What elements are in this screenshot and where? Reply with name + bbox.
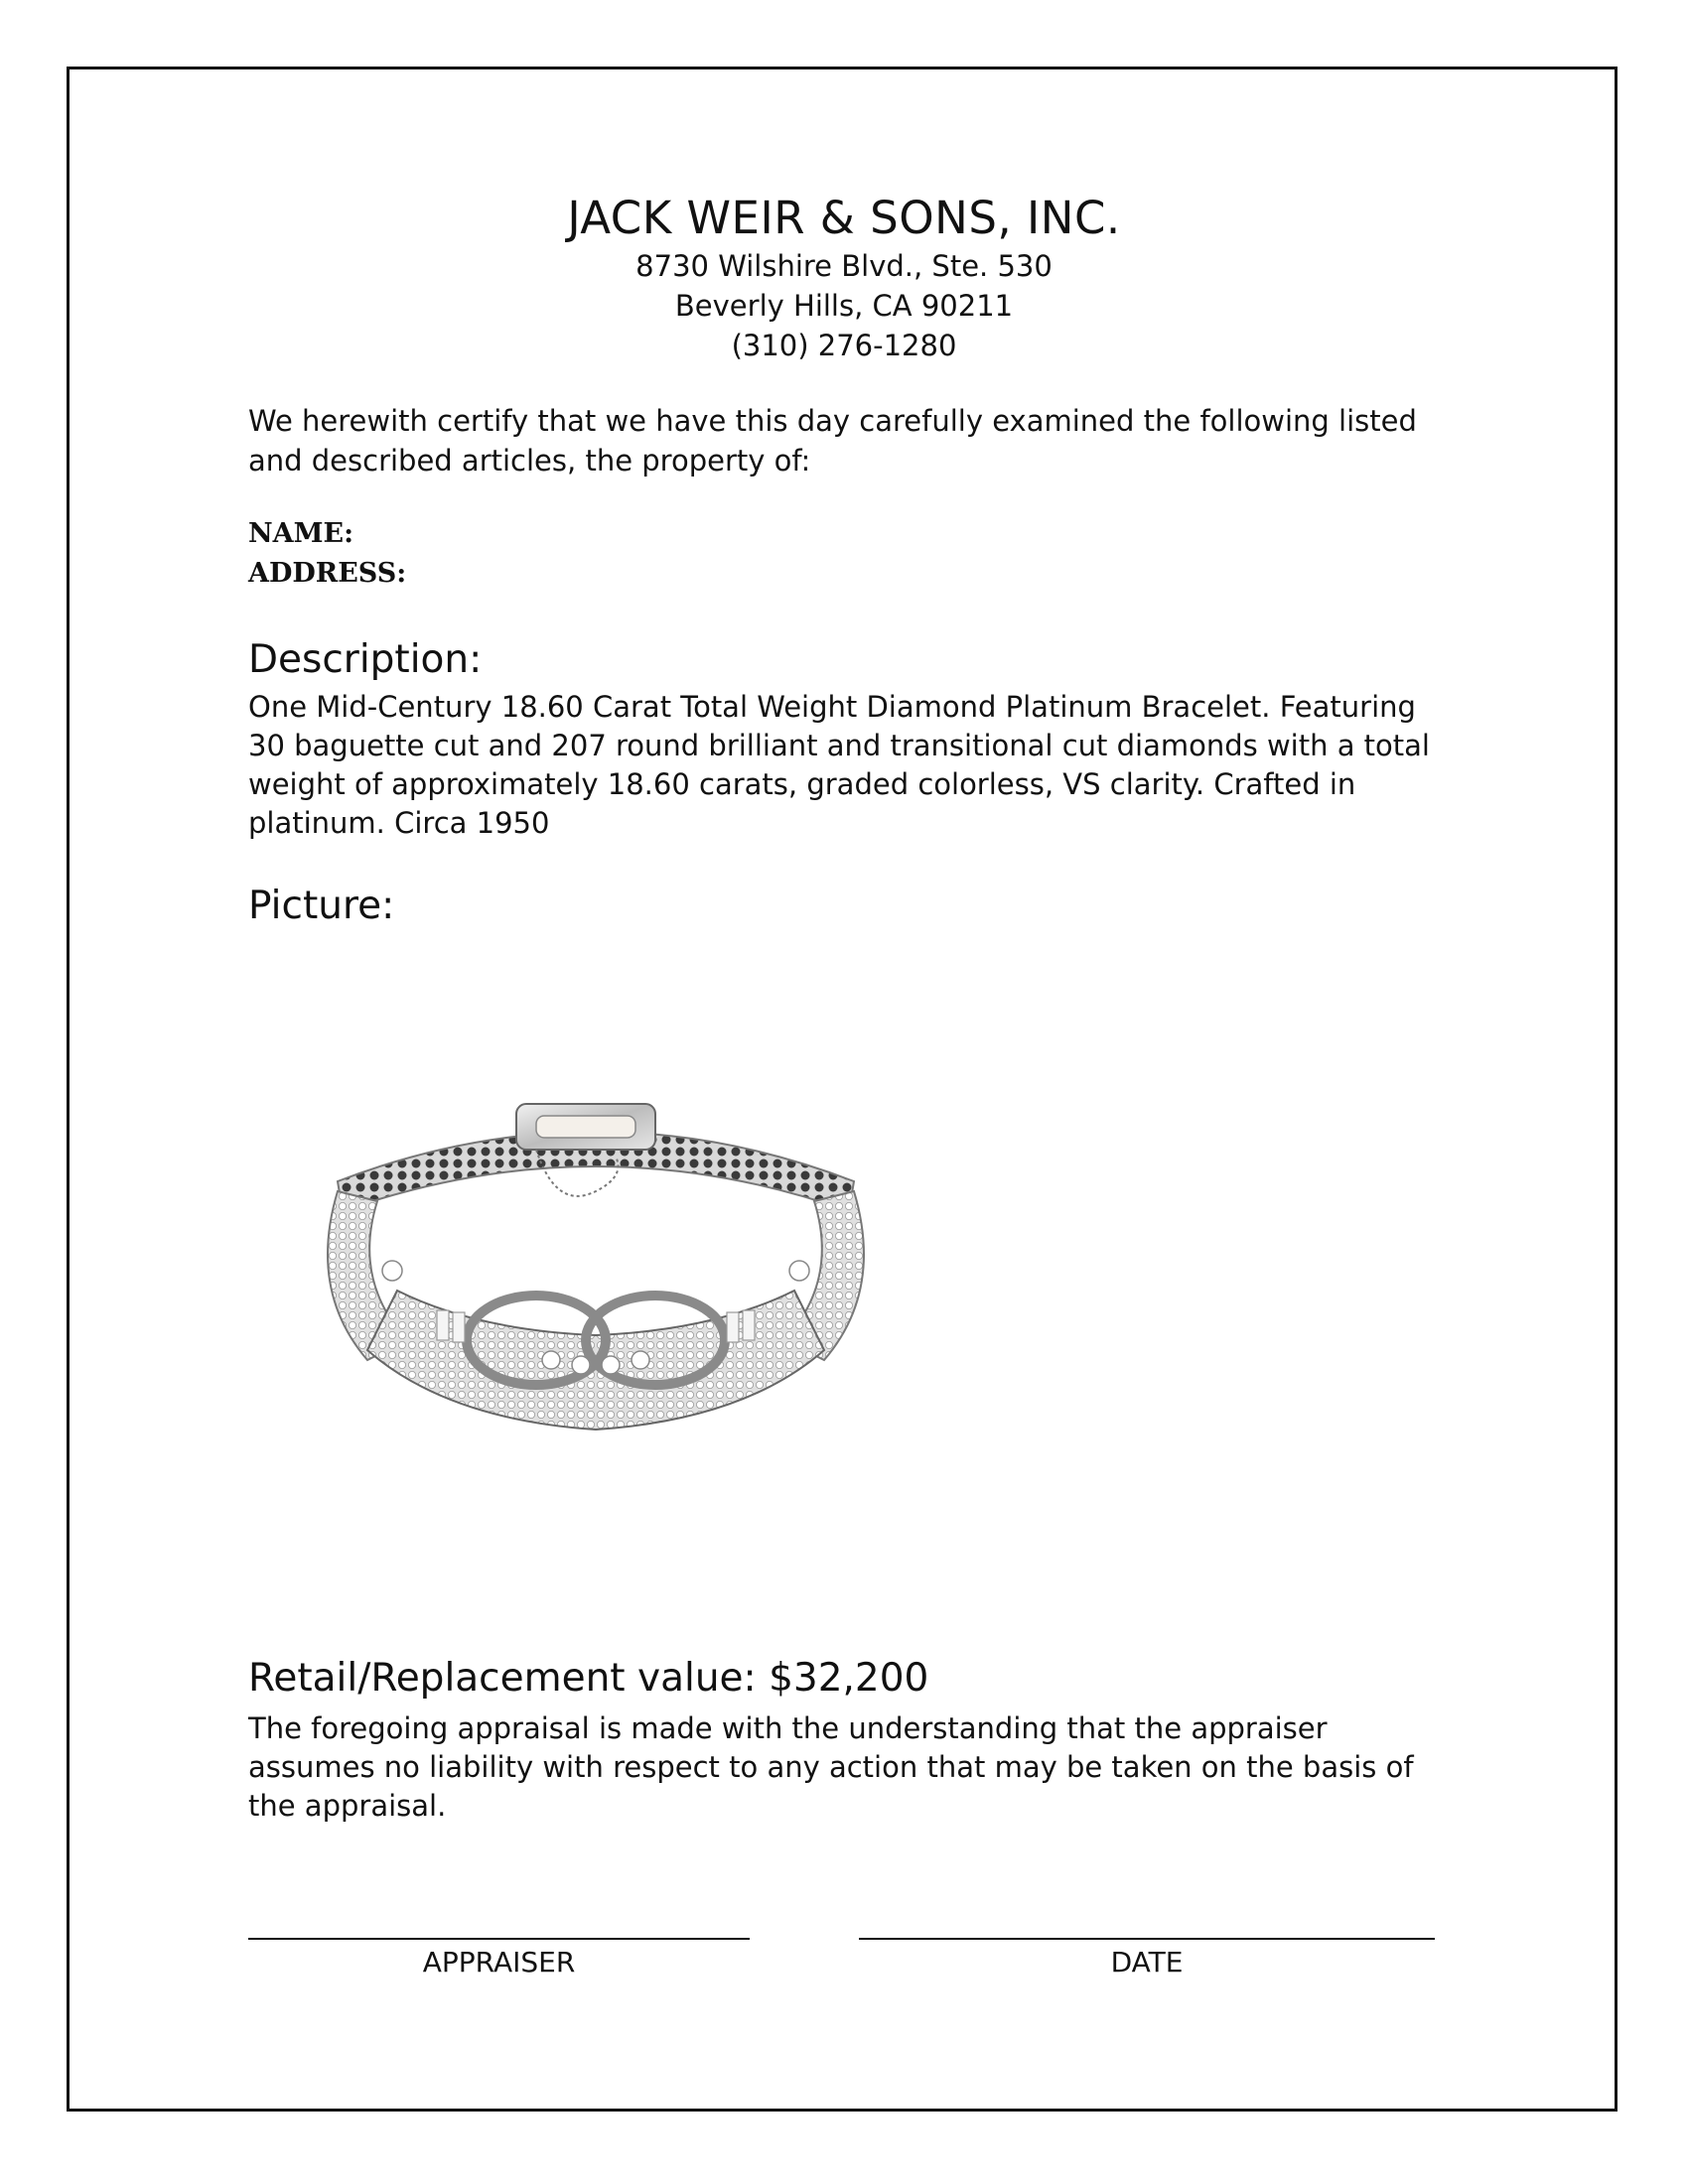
company-phone: (310) 276-1280 — [731, 329, 957, 362]
owner-name-label: NAME: — [248, 518, 354, 549]
date-label: DATE — [1110, 1946, 1184, 1979]
date-signature-line — [859, 1938, 1435, 1940]
appraiser-signature-line — [248, 1938, 750, 1940]
company-name: JACK WEIR & SONS, INC. — [567, 192, 1121, 244]
description-heading: Description: — [248, 637, 483, 682]
picture-heading: Picture: — [248, 884, 395, 928]
retail-replacement-value: Retail/Replacement value: $32,200 — [248, 1656, 929, 1701]
bracelet-photo — [298, 1062, 894, 1469]
certification-statement: We herewith certify that we have this day carefully examined the following listed and described articles, the property of: — [248, 404, 1417, 478]
company-address-line2: Beverly Hills, CA 90211 — [674, 289, 1014, 323]
description-text: One Mid-Century 18.60 Carat Total Weight Diamond Platinum Bracelet. Featuring 30 baguette cut and 207 round brilliant and transitional cut diamonds with a total weight of approximately 18.60 carats, graded colorless, VS clarity. Crafted in platinum. Circa 1950 — [248, 690, 1430, 840]
appraiser-label: APPRAISER — [422, 1946, 576, 1979]
company-address-line1: 8730 Wilshire Blvd., Ste. 530 — [635, 249, 1053, 283]
owner-address-label: ADDRESS: — [248, 558, 407, 589]
appraisal-disclaimer: The foregoing appraisal is made with the understanding that the appraiser assumes no liability with respect to any action that may be taken on the basis of the appraisal. — [248, 1711, 1414, 1823]
